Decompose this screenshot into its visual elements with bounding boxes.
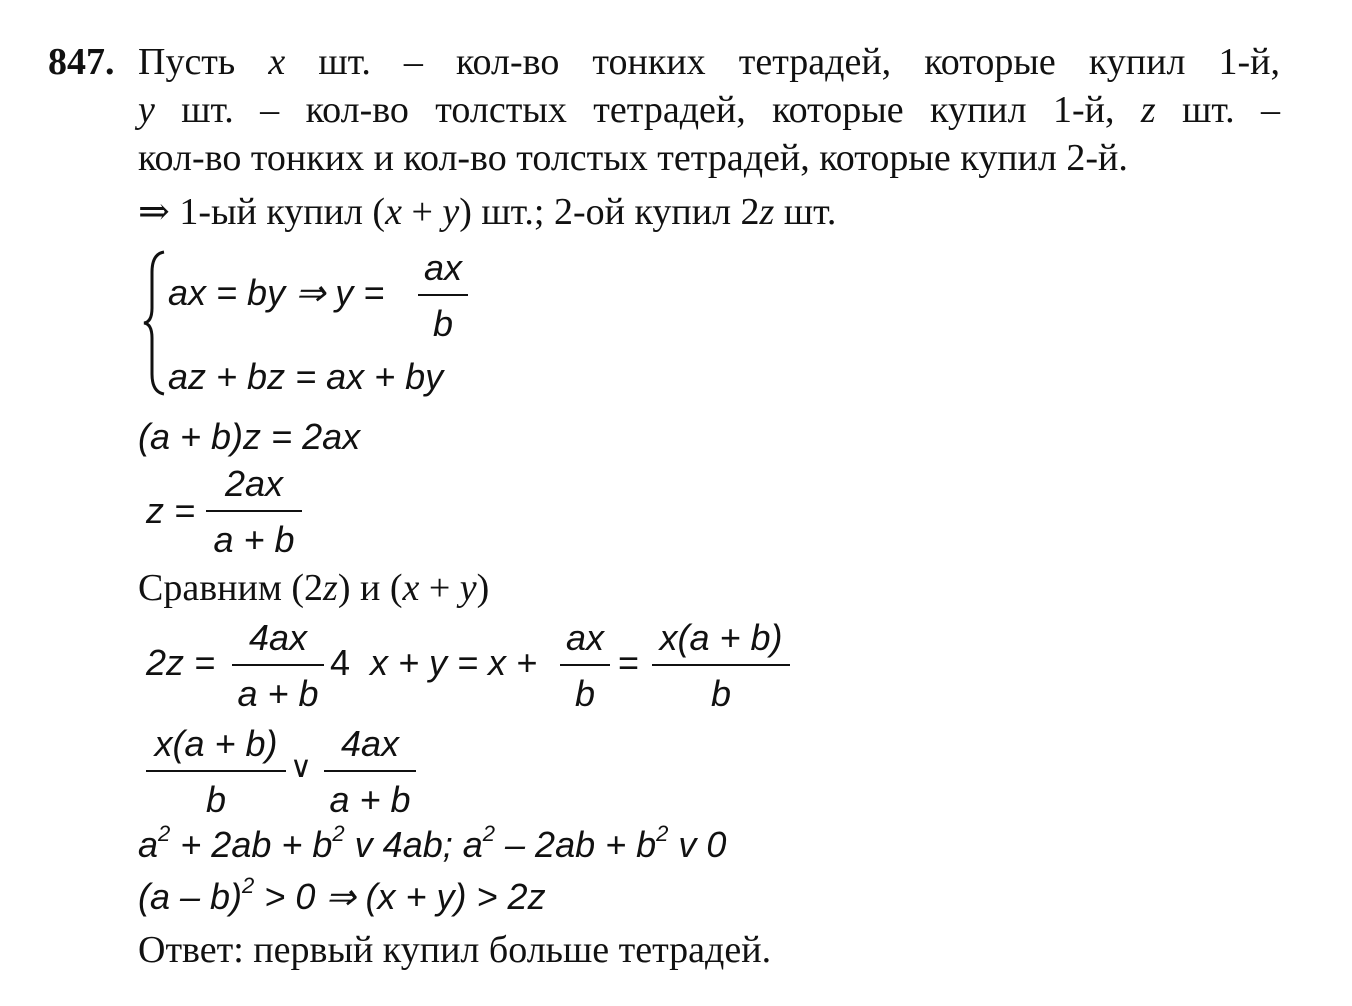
- step-3-fraction-2: ax b: [560, 618, 610, 714]
- text-line-4: ⇒ 1-ый купил (x + y) шт.; 2-ой купил 2z шт.: [138, 191, 837, 233]
- text-line-2: y шт. – кол-во толстых тетрадей, которые купил 1-й, z шт. –: [138, 89, 1281, 131]
- system-eq1-fraction: ax b: [418, 248, 468, 344]
- step-3-mid: x + y = x +: [370, 642, 538, 683]
- step-3-fraction-1: 4ax a + b: [232, 618, 324, 714]
- step-4-operator: ∨: [290, 751, 312, 784]
- text-line-3: кол-во тонких и кол-во толстых тетрадей, которые купил 2-й.: [138, 137, 1128, 179]
- step-1: (a + b)z = 2ax: [138, 416, 361, 457]
- system-brace: [140, 248, 170, 398]
- step-3-left: 2z =: [146, 642, 216, 683]
- step-4-fraction-1: x(a + b) b: [146, 724, 286, 820]
- system-eq2: az + bz = ax + by: [168, 356, 444, 397]
- problem-number: 847.: [48, 41, 115, 83]
- step-2-fraction: 2ax a + b: [206, 464, 302, 560]
- step-4-fraction-2: 4ax a + b: [324, 724, 416, 820]
- step-5: $a^2 + 2ab + b^2$ v 4ab; $a^2 - 2ab + b^2$ v 0: [138, 821, 727, 865]
- step-3-equals: =: [618, 642, 640, 683]
- step-2-left: z =: [146, 490, 196, 531]
- system-eq1-left: ax = by ⇒ y =: [168, 272, 385, 313]
- compare-label: Сравним (2z) и (x + y): [138, 567, 490, 609]
- step-6: (a – b)$^2$ > 0 ⇒ (x + y) > 2z: [138, 873, 546, 917]
- answer-text: Ответ: первый купил больше тетрадей.: [138, 929, 772, 971]
- step-3-separator: 4: [330, 642, 351, 683]
- step-3-fraction-3: x(a + b) b: [652, 618, 790, 714]
- text-line-1: Пусть x шт. – кол-во тонких тетрадей, которые купил 1-й,: [138, 41, 1281, 83]
